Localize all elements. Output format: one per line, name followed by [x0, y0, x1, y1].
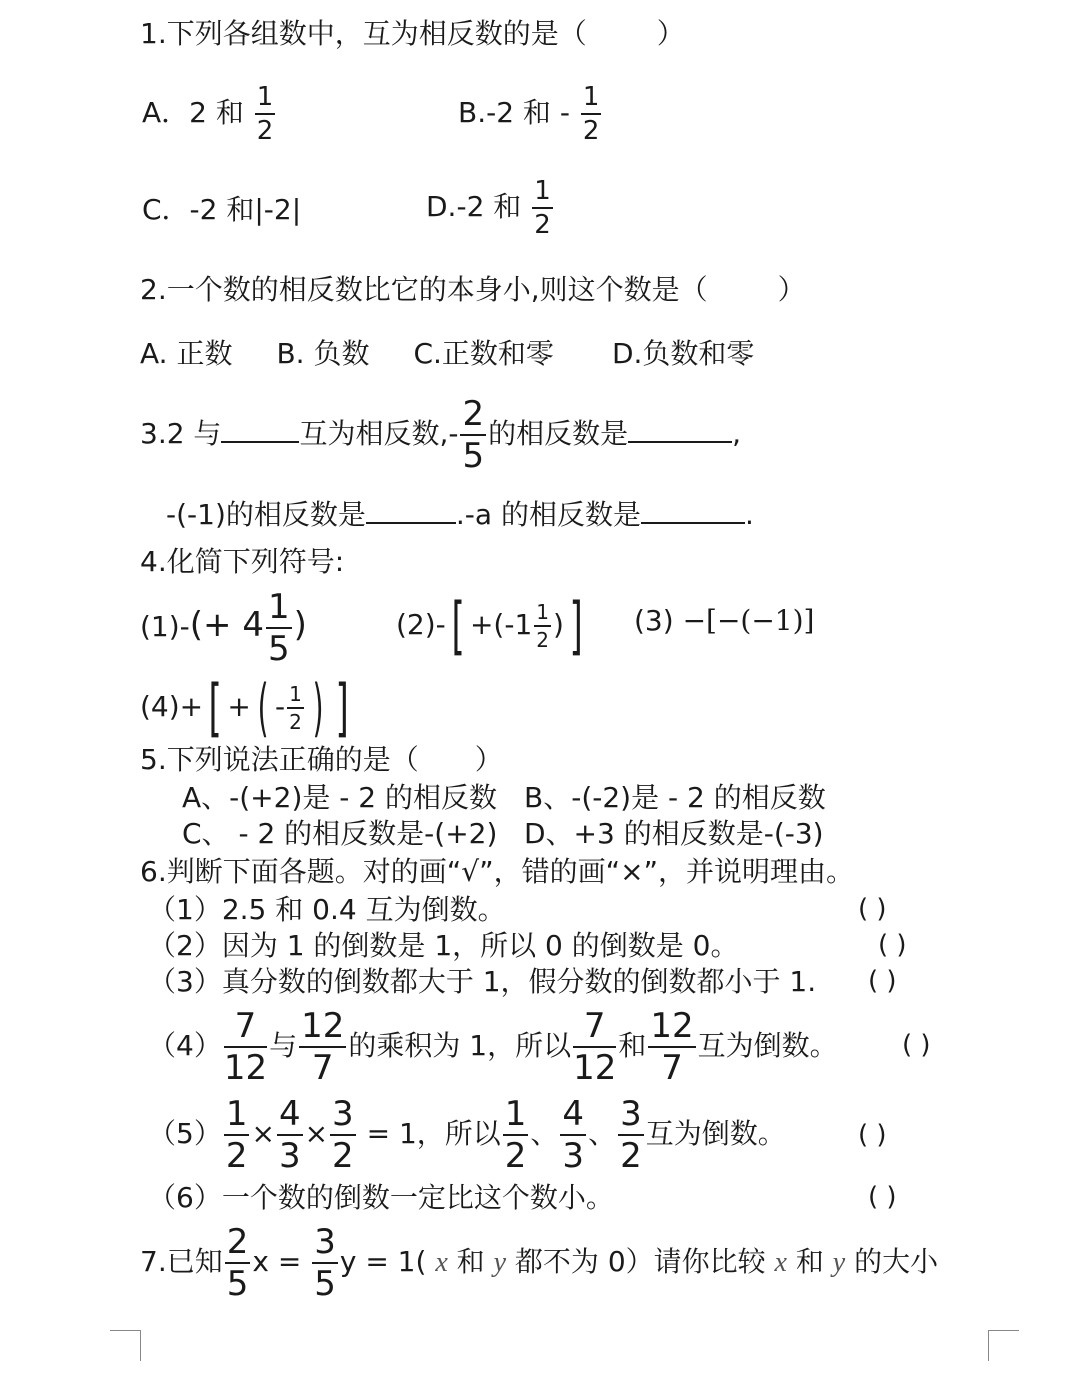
equals-text: = 1，所以	[357, 1117, 501, 1150]
question-6-item-3	[148, 966, 816, 998]
equation-part: y = 1(	[339, 1245, 427, 1278]
item-label: (1)-	[140, 610, 190, 643]
denominator: 2	[256, 116, 274, 146]
answer-blank[interactable]	[221, 417, 299, 443]
item-text: （6）一个数的倒数一定比这个数小。	[148, 1181, 614, 1214]
left-bracket-icon: [	[208, 671, 222, 744]
separator: 、	[530, 1117, 559, 1150]
numerator: 12	[301, 1006, 345, 1046]
option-b: B、-(-2)是 - 2 的相反数	[524, 781, 826, 814]
numerator: 1	[581, 84, 602, 115]
numerator: 1	[287, 684, 304, 709]
fraction	[560, 1094, 586, 1176]
item-text: （3）真分数的倒数都大于 1，假分数的倒数都小于 1.	[148, 965, 817, 998]
question-4-item-3	[634, 596, 814, 646]
minus-sign: -	[275, 690, 286, 723]
question-2-stem	[140, 274, 806, 306]
denominator: 5	[314, 1264, 336, 1304]
numerator: 2	[462, 394, 485, 434]
times-sign: ×	[304, 1117, 329, 1150]
fraction	[299, 1006, 346, 1088]
denominator: 2	[332, 1136, 354, 1176]
question-1-option-b	[458, 84, 603, 144]
item-text: 的乘积为 1，所以	[348, 1029, 572, 1062]
denominator: 5	[267, 629, 290, 669]
sign-value: + 4	[203, 605, 264, 645]
denominator: 2	[536, 628, 550, 652]
option-c-label: C．-2 和|-2|	[142, 193, 302, 226]
close-paren: )	[293, 605, 307, 645]
fraction	[618, 1094, 644, 1176]
option-d: D.负数和零	[611, 337, 755, 370]
answer-blank[interactable]	[641, 498, 745, 524]
fraction	[573, 1006, 617, 1088]
question-4-stem	[140, 546, 344, 578]
page-corner-mark-left	[110, 1330, 141, 1361]
question-6-item-4	[148, 1004, 838, 1088]
answer-paren[interactable]: ( )	[858, 1120, 887, 1150]
option-a-label: A．2 和	[142, 96, 244, 129]
question-4-item-4	[140, 672, 354, 742]
fraction	[330, 1094, 356, 1176]
question-3-text-e: .-a 的相反数是	[455, 498, 641, 531]
connector-text: 和	[618, 1029, 647, 1062]
numerator: 12	[650, 1006, 694, 1046]
denominator: 7	[661, 1048, 683, 1088]
fraction	[255, 84, 276, 144]
numerator: 1	[504, 1094, 527, 1134]
option-c: C.正数和零	[413, 337, 554, 370]
connector-text: 和	[447, 1245, 494, 1278]
question-6-item-5	[148, 1092, 786, 1176]
item-text: （1）2.5 和 0.4 互为倒数。	[148, 893, 506, 926]
denominator: 2	[289, 710, 302, 734]
answer-paren[interactable]: ( )	[868, 966, 897, 996]
numerator: 7	[224, 1009, 267, 1048]
question-3-line-1	[140, 394, 741, 474]
question-5-text: 5.下列说法正确的是（	[140, 743, 419, 776]
question-4-item-2	[396, 590, 588, 660]
variable-y: y	[493, 1247, 507, 1278]
question-6-stem	[140, 856, 854, 888]
option-a: A、-(+2)是 - 2 的相反数	[182, 781, 498, 814]
question-7-text: 都不为 0）请你比较	[506, 1245, 775, 1278]
variable-x: x	[435, 1247, 448, 1278]
denominator: 2	[534, 210, 551, 240]
fraction	[225, 1222, 251, 1304]
question-5-stem	[140, 744, 503, 776]
item-label: (2)-	[396, 608, 446, 641]
question-6-text: 6.判断下面各题。对的画“√”，错的画“×”，并说明理由。	[140, 855, 855, 888]
left-paren-icon: (	[257, 671, 269, 744]
question-3-text-a: 3.2 与	[140, 417, 222, 450]
denominator: 2	[620, 1136, 642, 1176]
answer-paren[interactable]: ( )	[868, 1182, 897, 1212]
question-2-text: 2.一个数的相反数比它的本身小,则这个数是（	[140, 273, 708, 306]
numerator: 4	[562, 1094, 585, 1134]
numerator: 7	[573, 1009, 616, 1048]
question-5-option-d	[524, 818, 824, 850]
numerator: 1	[225, 1094, 248, 1134]
item-label: （5）	[148, 1117, 222, 1150]
question-3-period: .	[744, 498, 754, 531]
denominator: 2	[225, 1136, 248, 1176]
numerator: 1	[532, 178, 553, 209]
question-3-text-d: -(-1)的相反数是	[166, 498, 366, 531]
question-6-item-1	[148, 894, 506, 926]
fraction	[648, 1006, 695, 1088]
page-corner-mark-right	[988, 1330, 1019, 1361]
option-a: A. 正数	[140, 337, 233, 370]
answer-paren[interactable]: ( )	[902, 1030, 931, 1060]
numerator: 1	[534, 602, 551, 627]
question-1-text: 1.下列各组数中，互为相反数的是（	[140, 17, 587, 50]
variable-y: y	[832, 1247, 846, 1278]
denominator: 5	[226, 1264, 249, 1304]
numerator: 1	[267, 587, 290, 627]
numerator: 2	[226, 1222, 249, 1262]
inner-expression: +(-1	[469, 608, 533, 641]
fraction	[287, 684, 304, 732]
question-7-text: 的大小	[845, 1245, 939, 1278]
denominator: 3	[278, 1136, 301, 1176]
question-4-item-1	[140, 587, 307, 669]
question-5-option-a	[182, 782, 497, 814]
connector-text: 与	[269, 1029, 298, 1062]
fraction	[581, 84, 602, 144]
numerator: 3	[314, 1222, 336, 1262]
item-label: (3)	[634, 604, 674, 637]
question-3-comma: ,	[732, 417, 742, 450]
question-1-option-c	[142, 194, 301, 226]
question-3-text-b: 互为相反数,-	[299, 417, 459, 450]
fraction	[532, 178, 553, 238]
question-5-option-c	[182, 818, 497, 850]
fraction	[223, 1006, 268, 1088]
item-text: 互为倒数。	[645, 1117, 786, 1150]
question-2-paren-close: ）	[777, 273, 806, 306]
numerator: 1	[255, 84, 276, 115]
item-label: (4)+	[140, 690, 204, 723]
question-4-text: 4.化简下列符号:	[140, 545, 345, 578]
right-bracket-icon: ]	[335, 671, 349, 744]
question-5-option-b	[524, 782, 826, 814]
question-1-option-d	[426, 178, 555, 238]
item-text: （2）因为 1 的倒数是 1，所以 0 的倒数是 0。	[148, 929, 739, 962]
question-1-paren-close: ）	[656, 17, 685, 50]
variable-x: x	[774, 1247, 787, 1278]
question-3-line-2	[166, 498, 754, 531]
fraction	[266, 587, 292, 669]
numerator: 3	[332, 1094, 354, 1134]
answer-blank[interactable]	[628, 417, 732, 443]
denominator: 5	[462, 436, 485, 476]
left-bracket-icon: [	[451, 589, 465, 662]
close-paren: )	[553, 608, 564, 641]
question-1-option-a	[142, 84, 277, 144]
open-paren: (	[189, 605, 204, 645]
denominator: 7	[311, 1048, 334, 1088]
fraction	[534, 602, 551, 650]
numerator: 3	[620, 1094, 642, 1134]
option-b-label: B.-2 和 -	[458, 96, 570, 129]
right-paren-icon: )	[312, 671, 324, 744]
expression: −[−(−1)]	[682, 604, 815, 637]
question-2-options	[140, 338, 754, 370]
option-c: C、 - 2 的相反数是-(+2)	[182, 817, 498, 850]
equation-part: x =	[252, 1245, 311, 1278]
question-1-stem	[140, 18, 685, 50]
option-d-label: D.-2 和	[426, 190, 522, 223]
option-b: B. 负数	[276, 337, 370, 370]
denominator: 12	[573, 1048, 617, 1088]
right-bracket-icon: ]	[569, 589, 583, 662]
question-6-item-6	[148, 1182, 614, 1214]
fraction	[503, 1094, 529, 1176]
denominator: 3	[562, 1136, 585, 1176]
fraction	[460, 394, 486, 476]
plus-sign: +	[227, 690, 251, 723]
fraction	[224, 1094, 250, 1176]
answer-blank[interactable]	[366, 498, 456, 524]
connector-text: 和	[786, 1245, 833, 1278]
question-7	[140, 1220, 938, 1305]
denominator: 2	[582, 116, 600, 146]
answer-paren[interactable]: ( )	[878, 930, 907, 960]
option-d: D、+3 的相反数是-(-3)	[524, 817, 824, 850]
question-5-paren-close: ）	[474, 743, 503, 776]
separator: 、	[588, 1117, 617, 1150]
fraction	[277, 1094, 303, 1176]
question-3-text-c: 的相反数是	[488, 417, 629, 450]
times-sign: ×	[251, 1117, 275, 1150]
question-7-text: 7.已知	[140, 1245, 223, 1278]
fraction	[312, 1222, 338, 1304]
question-6-item-2	[148, 930, 738, 962]
denominator: 12	[223, 1048, 268, 1088]
numerator: 4	[278, 1094, 301, 1134]
item-label: （4）	[148, 1029, 222, 1062]
item-text: 互为倒数。	[697, 1029, 838, 1062]
denominator: 2	[504, 1136, 527, 1176]
answer-paren[interactable]: ( )	[858, 894, 887, 924]
